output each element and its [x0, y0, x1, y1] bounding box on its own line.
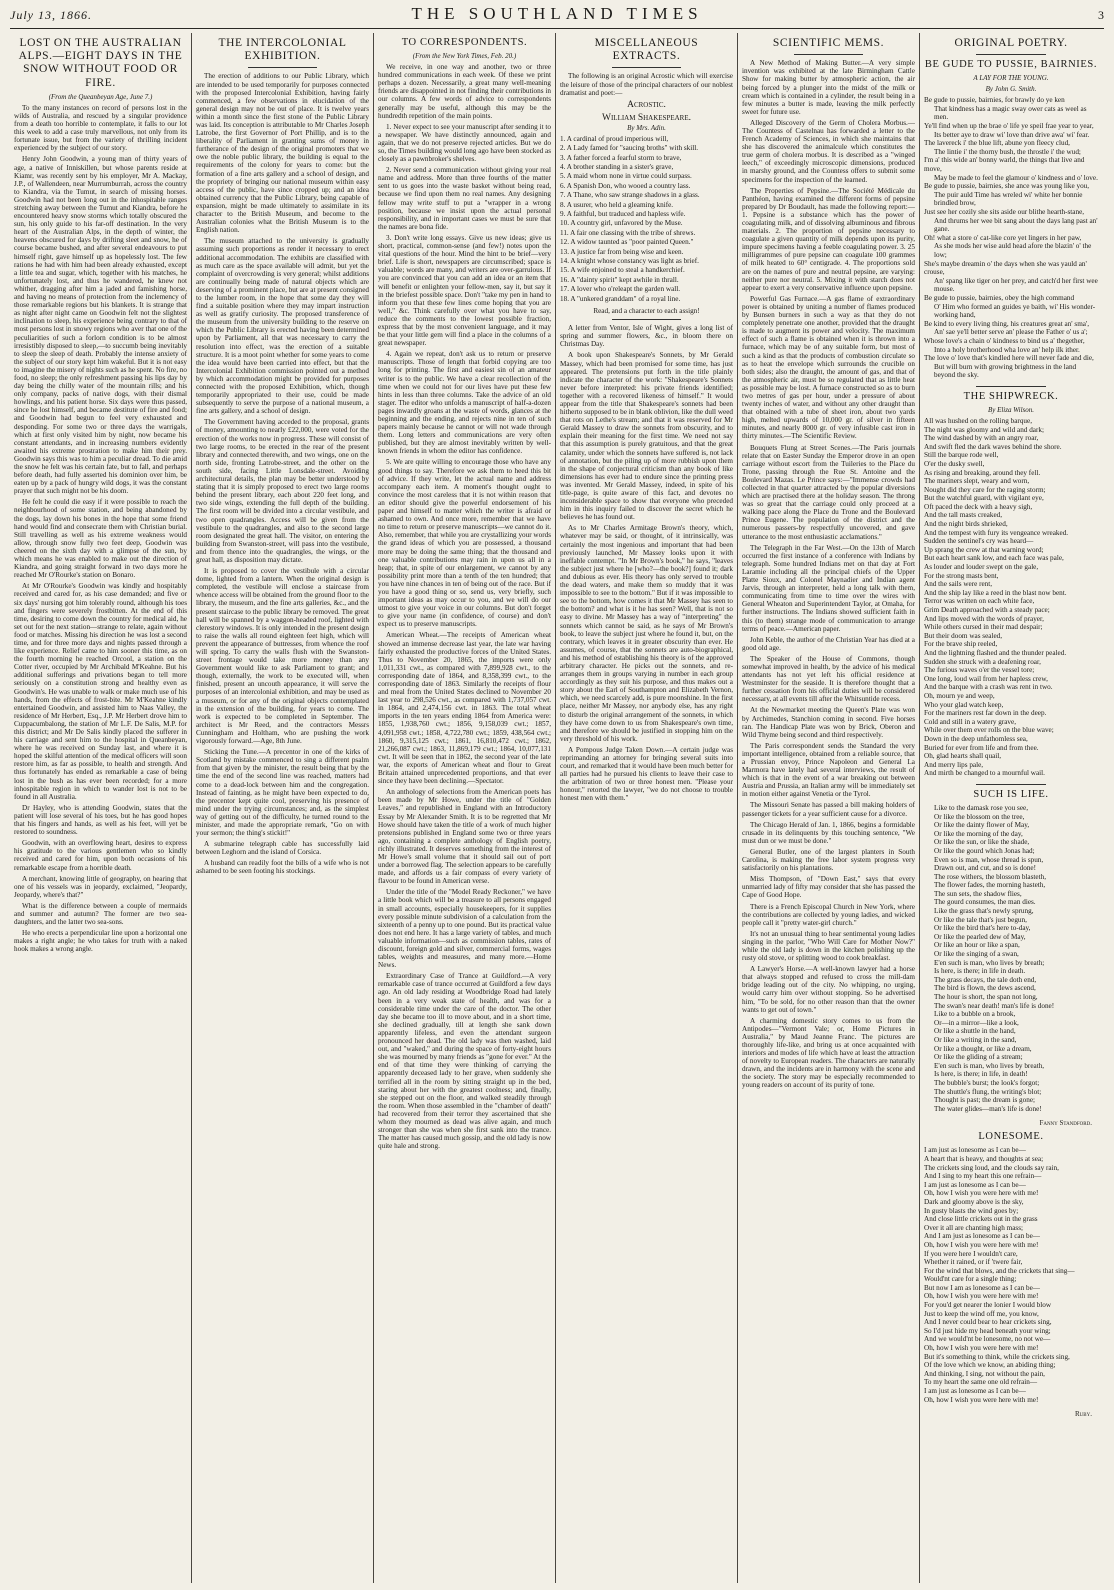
- paragraph: Under the title of the "Model Ready Reckoner," we have a little book which will be a treasure to all persons engaged in small accounts, especially housekeepers, for it supplies every possible minute subdivision of a calculation from the sixteenth of a penny up to one pound. But its practical value does not end here. It has a large variety of tables, and much valuable information—such as commission tables, rates of discount, foreign gold and silver, commercial forms, wages tables, weights and measures, and many more.—Home News.: [378, 888, 553, 970]
- paragraph: The Government having acceded to the proposal, grants of money, amounting to nearly £22,000, were voted for the erection of the works now in progress. These will consist of two large rooms, to be erected in the rear of the present library and connected therewith, and two wings, one on the north side, fronting Latrobe-street, and the other on the south side, facing Little Lonsdale-street. Avoiding architectural details, the plan may be better understood by stating that it is simply proposed to erect two large rooms behind the present library, each about 220 feet long, and two side wings, extending the full depth of the building. The first room will be divided into a circular vestibule, and two open quadrangles. Access will be given from the vestibule to the quadrangles, and also to the second large room designated the great hall. The visitor, on entering the building from Swanston-street, will pass into the vestibule, and from thence into the quadrangles, the wings, or the great hall, as disposition may dictate.: [196, 418, 371, 564]
- poem-line: And merry lips pale,: [924, 760, 984, 769]
- poem-line: One long, loud wail from her hapless crew,: [924, 674, 1048, 683]
- poem-line: The grass decays, the tale doth end,: [934, 975, 1037, 984]
- paragraph: Bouquets Flung at Street Scenes.—The Paris journals relate that on Easter Sunday the Emperor drove in an open carriage without escort from the Tuileries to the Place du Trone, passing through the Rue St. Antoine and the Boulevard Mazas. Le Prince says:—"Immense crowds had collected in that quarter attracted by the popular diversions which are practised there at the holiday season. The throng was so great that the carriage could only proceed at a walking pace along the Place du Trone and the Boulevard Prince Eugene. The population of the district and the numerous passers-by respectfully uncovered, and gave utterance to the most enthusiastic acclamations.": [742, 443, 917, 541]
- poem-line: Be gude to pussie, bairnies, obey the high command: [924, 293, 1075, 302]
- article-body: [196, 72, 369, 875]
- paragraph: The Speaker of the House of Commons, though somewhat improved in health, by the advice of his medical attendants has not yet left his official residence at Westminster for the seaside. It is therefore thought that a further cessation from his official duties will be considered necessary, at all events till after the Whitsuntide recess.: [742, 654, 917, 704]
- poem-line: Or like the bird that's here to-day,: [934, 924, 1031, 933]
- poem-line: But each heart sank low, and each face was pale,: [924, 554, 1064, 563]
- acrostic-intro: The following is an original Acrostic which will exercise the leisure of those of the principal characters of our noblest dramatist and poet:—: [560, 72, 735, 97]
- acrostic-line: 2. A Lady famed for "saucing broths" with skill.: [560, 144, 699, 153]
- poem-line: And the sails were rent,: [924, 580, 993, 589]
- poem-line: Up sprang the crew at that warning word;: [924, 545, 1044, 554]
- column-3: [374, 33, 556, 1583]
- article-headline: MISCELLANEOUS EXTRACTS.: [594, 37, 699, 63]
- divider: [612, 67, 681, 68]
- poem-line: The flower fades, the morning hasteth,: [934, 881, 1046, 890]
- poem-line: And the ship lay like a reed in the blast now bent.: [924, 588, 1067, 597]
- poem-line: Be kind to every living thing, his creatures great an' sma',: [924, 319, 1090, 328]
- poem-line: She's maybe dreamin o' the days when she was yauld an' crouse,: [924, 259, 1089, 277]
- poem-author: By John G. Smith.: [985, 85, 1037, 94]
- poem-line: I am just as lonesome as I can be—: [924, 1180, 1026, 1189]
- poem-line: For the brave ship reeled,: [924, 640, 998, 649]
- poem-line: While over them ever rolls on the blue wave;: [924, 726, 1054, 735]
- paragraph: Miss Thompson, of "Down East," says that every unmarried lady of fifty may consider that she has passed the Cape of Good Hope.: [742, 875, 917, 900]
- poem-line: The gourd consumes, the man dies.: [934, 898, 1036, 907]
- poem-title: SUCH IS LIFE.: [973, 788, 1049, 800]
- poem-line: A heart that is heavy, and thoughts at sea;: [924, 1154, 1044, 1163]
- poem-line: Terror was written on each white face,: [924, 597, 1035, 606]
- acrostic-line: 18. A "unkered granddam" of a royal line.: [560, 294, 681, 303]
- poem-line: For the wind that blows, and the crickets that sing—: [924, 1266, 1075, 1275]
- poem-lines: [924, 96, 1098, 380]
- poem-line: The bird is flown, the dews ascend,: [934, 984, 1036, 993]
- poem-line: The bubble's burst; the look's forgot;: [934, 1078, 1040, 1087]
- acrostic-line: 11. A fair one classing with the tribe of shrews.: [560, 228, 696, 237]
- acrostic-line: 13. A justice far from being wise and keen.: [560, 247, 684, 256]
- poem-line: Of the love which we know, an abiding thing;: [924, 1361, 1056, 1370]
- poem-line: O' Him who formed an guides ye baith, wi' His wonder-working hand,: [934, 302, 1096, 320]
- acrostic-author: By Mrs. Adin.: [627, 123, 666, 132]
- paragraph: A Lawyer's Horse.—A well-known lawyer had a horse that always stopped and refused to cross the mill-dam bridge leading out of the city. No whipping, no urging, would carry him over without stopping. So he advertised him, "To be sold, for no other reason than that the owner wants to get out of town.": [742, 965, 917, 1014]
- paragraph: 2. Never send a communication without giving your real name and address. More than three fourths of the matter sent to us goes into the waste basket without being read, because we find upon them no real names. Any designing fellow may write stuff to put a "wrapper in a wrong position, because we insist upon the actual personal responsibility, and in important cases we must be sure that the names are bona fide.: [378, 166, 553, 231]
- paragraph: He felt he could die easy if it were possible to reach the neighbourhood of some station, and being abandoned by the dogs, lay down his bones in the hope that some friend hand would find and consecrate them with Christian burial. Still travelling as well as his extreme weakness would allow, through snow fully two feet deep, Goodwin was cheered on the sixth day with a glimpse of the sun, by which means he was enabled to make out the direction of Kiandra, and going straight forward in two days more he reached Mr O'Rourke's station on Bonaro.: [14, 498, 189, 580]
- paragraph: It's not an unusual thing to hear sentimental young ladies singing in the parlor, "Who Will Care for Mother Now?" while the old lady is down in the kitchen polishing up the rusty old stove, or splitting wood to cook breakfast.: [742, 929, 917, 963]
- poem-line: Oh, how I wish you were here with me!: [924, 1292, 1039, 1301]
- paragraph: A husband can readily foot the bills of a wife who is not ashamed to be seen footing his stockings.: [196, 859, 371, 876]
- poem-line: The mariners slept, weary and worn,: [924, 477, 1030, 486]
- poem-line: Or like the gliding of a stream;: [934, 1053, 1023, 1062]
- paragraph: 3. Don't write long essays. Give us new ideas; give us short, practical, common-sense (and few!) notes upon the vital questions of the hour. Mind the hint to be brief—very brief. Life is short, newspapers are circumscribed; space is valuable; words are many, and writers are over-garrulous. If you are convinced that you can add an idea or an item that will benefit or enlighten your fellow-men, say it, but say it in the briefest possible space. Don't "take my pen in hand to inform you that these few lines come hoping that you are well," &c. Think carefully over what you have to say, reduce the comments to the lowest possible fraction, express that by the most convenient language, and it may be that your little gem will find a place in the columns of a great newspaper.: [378, 233, 553, 348]
- poem-line: The rose withers, the blossom blasteth,: [934, 872, 1046, 881]
- poem-line: Just see her cozily she sits aside our blithe hearth-stane,: [924, 208, 1085, 216]
- paragraph: The Telegraph in the Far West.—On the 13th of March occurred the first instance of a conference with Indians by telegraph. Some hundred Indians met on that day at Fort Laramie including all the principal chiefs of the Upper Platte Sioux, and Colonel Maynadier and Indian agent Jarvis, through an interpreter, held a long talk with them, communicating from time to time over the wires with General Wheaton and Superintendent Taylor, at Omaha, for further instructions. The Indians showed sufficient faith in this (to them) strange mode of communication to arrange terms of peace.—American paper.: [742, 543, 917, 633]
- poem-line: And lips moved with the words of prayer,: [924, 614, 1044, 623]
- column-1: [10, 33, 192, 1583]
- poem-line: And I never could bear to hear crickets sing,: [924, 1318, 1052, 1327]
- poem-line: As rising and breaking, around they fell.: [924, 468, 1041, 477]
- acrostic-line: 7. A Thane, who saw strange shadows in a glass.: [560, 191, 700, 200]
- paragraph: Extraordinary Case of Trance at Guildford.—A very remarkable case of trance occurred at Guildford a few days ago. An old lady residing at Woodbridge Road had lately been in a very weak state of health, and was for a considerable time under the care of the doctor. The other day she became too ill to move about, and in a short time, she declined gradually, till at length she sank down apparently lifeless, and even the attendant surgeon pronounced her dead. The old lady was then washed, laid out, and "waked," and during the space of forty-eight hours she was mourned by many friends as "gone for ever." At the end of that time they were thinking of carrying the apparently deceased lady to her grave, when suddenly she terrified all in the room by sitting straight up in the bed, staring about her with the greatest coolness; and, finally, she stepped out on the floor, and walked steadily through the room. When those assembled in the "chamber of death" had recovered from their terror they ascertained that she whom they mourned as dead was alive again, and much stronger than she was when she first sank into the trance. The matter has caused much gossip, and the old lady is now quite hale and strong.: [378, 972, 553, 1151]
- poem-line: The hour is short, the span not long,: [934, 993, 1038, 1001]
- poem-line: E'en such is man, who lives by breath;: [934, 958, 1045, 967]
- article-source: (From the Queanbeyan Age, June 7.): [48, 92, 153, 101]
- poem-line: And thinking, I sing, not without the pain,: [924, 1369, 1045, 1378]
- poem-line: The swan's near death! man's life is done!: [934, 1001, 1055, 1010]
- newspaper-title: THE SOUTHLAND TIMES: [411, 4, 703, 23]
- paragraph: A submarine telegraph cable has successfully laid between Leghorn and the island of Corsica.: [196, 840, 371, 857]
- paragraph: The erection of additions to our Public Library, which are intended to be used temporarily for purposes connected with the proposed Intercolonial Exhibition, having fairly commenced, a few observations in elucidation of the general design may not be out of place. It is twelve years within a month since the first stone of the Public Library was laid. Its conception is attributable to Mr Charles Joseph Latrobe, the first Governor of Port Phillip, and is to the liberality of Parliament in granting sums of money in furtherance of the design of the original promoters that we owe the noble public library, the building is equal to the requirements of the colony for years to come: but the formation of a fine arts gallery and a school of design, and the propriety of bringing our national museum within easy access of the public, have since cropped up; and an idea obtained currency that the Public Library, being capable of expansion, might be made ultimately to assimilate in its character to the British Museum, and become to the Australian colonies what the British Museum is to the English nation.: [196, 72, 371, 235]
- paragraph: We receive, in one way and another, two or three hundred communications in each week. Of these we print perhaps a dozen. Necessarily, a great many well-meaning friends are disappointed in not finding their contributions in our columns. A few words of advice to correspondents generally may be useful, although this may be the hundredth repetition of the main points.: [378, 63, 553, 120]
- poem-line: Ye'll find when up the brae o' life ye speil frae year to year,: [924, 122, 1094, 131]
- poem-subtitle: A LAY FOR THE YOUNG.: [973, 74, 1049, 83]
- paragraph: A New Method of Making Butter.—A very simple invention was exhibited at the late Birmingham Cattle Show for making butter by atmospheric action, the air being forced by a plunger into the midst of the milk or cream which is contained in a cylinder, the result being in a few minutes a butter is made, leaving the milk perfectly sweet for future use.: [742, 59, 917, 116]
- paragraph: At the Newmarket meeting the Queen's Plate was won by Archimedes, Stanchion coming in second. Five horses ran. The Handicap Plate was won by Brick, Oberon and Wild Thyme being second and third respectively.: [742, 706, 917, 739]
- poem-line: And close little crickets out in the grass: [924, 1215, 1038, 1224]
- acrostic-line: 6. A Spanish Don, who wooed a country lass.: [560, 181, 691, 190]
- poem-line: An' spang like tiger on her prey, and catch'd her first wee mouse.: [934, 276, 1100, 294]
- masthead: [10, 4, 1104, 29]
- poem-line: The sun sets, the shadow flies,: [934, 889, 1022, 898]
- poem-line: The puir auld Time has wreled wi' white her bonnie brindled brow,: [934, 190, 1085, 208]
- poem-line: Or like the sun, or like the shade,: [934, 838, 1030, 847]
- poem-line: And the tall masts creaked,: [924, 511, 1003, 520]
- paragraph: 1. Never expect to see your manuscript after sending it to a newspaper. We have distinctly announced, again and again, that we do not preserve rejected articles. But we do so, the Times building would long ago have been stocked as closely as a pawnbroker's shelves.: [378, 122, 553, 164]
- poem-line: Just to keep the wind off me, you know,: [924, 1309, 1039, 1318]
- poem-line: In gusty blasts the wind goes by;: [924, 1206, 1019, 1215]
- paragraph: The Paris correspondent sends the Standard the very important intelligence, obtained from a reliable source, that a Prussian envoy, Prince Napoleon and General La Marmora have lately had several interviews, the result of which is that in the event of a war breaking out between Austria and Prussia, an Italian army will be immediately set in motion either against Venetia or the Tyrol.: [742, 741, 917, 799]
- poem-line: But their doom was sealed,: [924, 631, 1003, 640]
- poem-line: Is here, is there; in life in death.: [934, 967, 1026, 976]
- acrostic-line: 5. A maid whom none in virtue could surpass.: [560, 172, 692, 181]
- poem-line: And I sing to my heart this one refrain—: [924, 1172, 1042, 1181]
- poem-line: Or like the dainty flower of May,: [934, 821, 1030, 830]
- issue-date: July 13, 1866.: [10, 8, 92, 22]
- divider: [976, 54, 1046, 55]
- poem-line: As she mods her wise auld head afore the blazin' o' the low;: [934, 242, 1094, 259]
- poem-line: Down in the deep unfathomless sea,: [924, 734, 1028, 743]
- poem-line: Sudden the sentinel's cry was heard—: [924, 537, 1034, 546]
- article-body: [14, 104, 187, 954]
- acrostic-title: Acrostic.: [627, 99, 666, 110]
- paragraph: 4. Again we repeat, don't ask us to return or preserve manuscripts. Those of length that forbid copying are too long for printing. The first and easiest sin of an amateur writer is to the public. We have a clear recollection of the time when we could not for our lives have put these few hints in less than three columns. Take the advice of an old stager. The editor who unfolds a manuscript of half-a-dozen pages inwardly groans at the waste of words, glances at the beginning and the ending, and rejects nine in ten of such papers mainly because he cannot or will not wade through them. Long letters and communications are very often published, but they are almost inevitably written by well-known friends in whom the editor has confidence.: [378, 350, 553, 456]
- poem-line: Be gude to pussie, bairnies, she ance was young like you,: [924, 182, 1090, 191]
- poem-line: Is here, is there; in life, in death!: [934, 1070, 1028, 1079]
- poem-line: Or like the morning of the day,: [934, 829, 1023, 838]
- poem-line: Grim Death approached with a steady pace;: [924, 606, 1050, 614]
- paragraph: At Mr O'Rourke's Goodwin was kindly and hospitably received and cared for, as his case demanded; and five or six days' nursing got him tolerably round, although his toes and fingers were severely frostbitten. At the end of this time, desiring to come down the country for medical aid, he set out for the next station—strange to relate, again without food or matches. Missing his direction he was lost a second time, and for three more days and nights passed through a like experience. Relief came to him sooner this time, as on the fourth morning he reached Orcool, a station on the Cotter river, occupied by Mr Archibald M'Keahne. But his additional sufferings and privations began to tell more seriously on a constitution strong and healthy even as Goodwin's. He was unable to walk or make much use of his hands, from the effects of frost-bite. Mr M'Keahne kindly entertained Goodwin, and assisted him to Naas Valley, the residence of Mr Herbert, Esq., J.P. Mr Herbert drove him to Cuppacumbalong, the station of Mr L.F. De Salis, M.P. for this district; and Mr De Salis kindly placed the sufferer in his carriage and sent him to the hospital in Queanbeyan, where he was received on Sunday last, and where it is hoped the skilful attention of the medical officers will soon restore him, as far as possible, to health and strength. And thus fortunately has ended as remarkable a case of being lost in the bush as has ever been recorded; for a more inhospitable region in which to wander lost is not to be found in all Australia.: [14, 582, 189, 801]
- poem-lines: [924, 804, 1098, 1113]
- poem-line: Whether it rained, or if 'twere fair,: [924, 1258, 1023, 1267]
- acrostic-line: 10. A country girl, unfavored by the Muse.: [560, 219, 683, 228]
- poem-line: Buried for ever from life and from thee.: [924, 743, 1039, 752]
- poem-line: As louder and louder swept on the gale,: [924, 563, 1039, 572]
- poem-line: Or like a shuttle in the hand,: [934, 1027, 1016, 1036]
- paragraph: A Pompous Judge Taken Down.—A certain judge was reprimanding an attorney for bringing several suits into court, and remarked that it would have been much better for all parties had he pursued his clients to leave their case to the arbitration of two or three honest men. "Please your honour," retorted the lawyer, "we do not choose to trouble honest men with them.": [560, 745, 735, 803]
- poem-line: But now I am as lonesome as I can be—: [924, 1283, 1040, 1292]
- poem-line: Oh, how I wish you were here with me!: [924, 1395, 1039, 1404]
- poem-title: THE SHIPWRECK.: [963, 390, 1059, 402]
- poem-line: Drawn out, and cut, and so is done!: [934, 864, 1037, 873]
- paragraph: 5. We are quite willing to encourage those who have any good things to say. Therefore we ask them to heed this bit of advice. If they write, let the actual name and address accompany each item. A moment's thought ought to convince the most careless that it is not within reason that an editor should give the powerful endorsement of his paper and himself to matter which the writer is afraid or ashamed to own. And once more, remember that we have no time to return or preserve manuscripts—we cannot do it. Also, remember, that while you are crystallizing your words the grand ideas of which you are possessed, a thousand more may be doing the same thing; that the thousand and one valuable contributions may rain in upon us all in a heap; that, in spite of our enlargement, we cannot by any possibility print more than a tenth of the ten hundred; that you have nine chances in ten of being out of the race. But if you have a good thing or so, send us, very briefly, such important ideas as may occur to you, and we will do our utmost to give your voice in our columns. But don't forget to give your name (in confidence, of course) and don't expect us to preserve manuscripts.: [378, 458, 553, 629]
- poem-lines: [924, 1146, 1098, 1404]
- poem-line: But will burn with growing brightness in the land beyond the sky.: [934, 362, 1078, 380]
- poem-line: Or like the gourd which Jonas had;: [934, 846, 1035, 855]
- poem-line: I am just as lonesome as I can be—: [924, 1387, 1026, 1395]
- poem-line: Still the barque rode well,: [924, 451, 999, 460]
- poem-line: I'm a' this wide an' bonny warld, the things that live and move,: [924, 156, 1087, 174]
- article-headline: THE INTERCOLONIAL EXHIBITION.: [218, 37, 347, 63]
- poem-line: All was hushed on the rolling barque,: [924, 416, 1032, 425]
- poem-line: And mirth be changed to a mournful wail.: [924, 769, 1045, 778]
- poem-line: Oh, how I wish you were here with me!: [924, 1189, 1039, 1198]
- paragraph: Powerful Gas Furnace.—A gas flame of extraordinary power is obtained by uniting a number of flames produced by Bunsen burners in such a way as that they do not completely penetrate one another, provided that the draught is made to augment its power and velocity. The maximum effect of such a flame is obtained when it is thrown into a furnace, which may be of any suitable form, but most of such a kind as that the products of combustion circulate so as to heat the envelope which surrounds the crucible on both sides; also the draught, the amount of gas, and that of the atmospheric air, must be so regulated that as little heat as possible may be lost. A furnace constructed so as to burn two metres of gas per hour, under a pressure of about twenty inches of water, and without any other draught than that obtained with a tube of sheet iron, about two yards high, melted upwards of 10,000 gr. of silver in fifteen minutes, and nearly 8000 gr. of very infusible cast iron in thirty minutes.—The Scientific Review.: [742, 294, 917, 441]
- poem-line: Like the grass that's newly sprung,: [934, 907, 1034, 916]
- poem-line: And the lightning flashed and the thunder pealed.: [924, 648, 1067, 657]
- article-headline: SCIENTIFIC MEMS.: [772, 37, 885, 49]
- poem-line: But the watchful guard, with vigilant eye,: [924, 494, 1044, 503]
- acrostic-line: 4. A brother standing in a sister's grave,: [560, 162, 674, 171]
- poem-line: For the mariners rest far down in the deep.: [924, 709, 1047, 718]
- poem-line: The lavereck i' the blue lift, abune yon fleecy clud,: [924, 139, 1070, 148]
- paragraph: To the many instances on record of persons lost in the wilds of Australia, and rescued by a singular providence from a death too horrible to contemplate, it falls to our lot this week to add a case truly marvellous, not only from its fortunate issue, but from the variety of thrilling incident experienced by the subject of our story.: [14, 103, 189, 153]
- poem-line: Oh! what a store o' cat-like core yet lingers in her paw,: [924, 233, 1082, 242]
- paragraph: He who erects a perpendicular line upon a horizontal one makes a right angle; he who takes for truth with a naked hook makes a wrong angle.: [14, 929, 189, 954]
- poem-line: Oh, mourn ye and weep,: [924, 691, 995, 700]
- poem-line: Who your glad watch keep,: [924, 700, 1004, 709]
- poem-line: E'en such is man, who lives by breath,: [934, 1061, 1045, 1070]
- poem-lines: [924, 417, 1098, 778]
- poem-line: And I am just as lonesome as I can be—: [924, 1232, 1040, 1241]
- article-source: (From the New York Times, Feb. 20.): [412, 52, 517, 61]
- acrostic-line: 9. A faithful, but traduced and hapless wife.: [560, 209, 686, 218]
- poem-line: But it's something to think, while the crickets sing,: [924, 1352, 1070, 1361]
- poem-line: To my heart the same one old refrain—: [924, 1378, 1038, 1387]
- poem-line: An' sae ye'll better serve an' please the Father o' us a';: [934, 328, 1088, 337]
- poem-line: O'er the dusky swell,: [924, 459, 985, 468]
- poem-line: Thought is past; the dream is gone;: [934, 1096, 1036, 1105]
- paragraph: A merchant, knowing little of geography, on hearing that one of his vessels was in jeopardy, exclaimed, "Jeopardy, Jeopardy, where's that?": [14, 874, 189, 899]
- poem-line: Nought did they care for the raging storm;: [924, 485, 1046, 494]
- poem-line: Into a holy brotherhood wha love an' help ilk ither.: [934, 345, 1080, 354]
- paragraph: Dr Hayley, who is attending Goodwin, states that the patient will lose several of his toes, but he has good hopes that his fingers and hands, as well as his feet, will yet be restored to soundness.: [14, 803, 189, 837]
- poem-author: Ruby.: [1075, 1410, 1092, 1419]
- poem-line: I am just as lonesome as I can be—: [924, 1146, 1026, 1155]
- paragraph: Sticking the Tune.—A precentor in one of the kirks of Scotland by mistake commenced to sing a different psalm from that given by the minister, the result being that by the time the end of the second line was reached, matters had come to a dead-lock between him and the congregation. Instead of fainting, as he might have been expected to do, the precentor kept quite cool, preserving his presence of mind under the trying circumstances; and, as the simplest way of getting out of the difficulty, he turned round to the minister, and made the appropriate remark, "Go on with your sermon; the thing's stickit!": [196, 748, 371, 838]
- poem-author: Fanny Standford.: [1039, 1119, 1092, 1128]
- poem-line: And the barque with a crash was rent in two.: [924, 683, 1053, 692]
- divider: [612, 319, 681, 320]
- poem-line: Oft paced the deck with a heavy sigh,: [924, 502, 1033, 511]
- poem-line: The night was gloomy and wild and dark;: [924, 425, 1044, 434]
- divider: [976, 784, 1046, 785]
- poem-line: Or like a writing in the sand,: [934, 1035, 1017, 1044]
- paragraph: The museum attached to the university is gradually assuming such proportions as render it necessary to erect additional accommodation. The exhibits are classified with as much care as the space available will admit, but yet the complaint of overcrowding is very general; whilst additions are continually being made of natural objects which are deserving of a prominent place, but are at present consigned to the lumber room, in the hope that some day they will find a suitable position where they may impart instruction as well as gratify curiosity. The proposed transference of the museum from the university building to the reserve on which the Public Library is erected having been determined upon by Parliament, all that was necessary to carry the resolution into effect, was the erection of a suitable structure. It is a moot point whether for some years to come the idea would have been carried into effect, but that the Intercolonial Exhibition commission pointed out a method by which accommodation might be provided for purposes connected with the proposed Exhibition, which, though temporarily appropriated to their use, could be made subsequently to serve the purpose of a national museum, a fine arts gallery, and a school of design.: [196, 237, 371, 416]
- section-headline: ORIGINAL POETRY.: [954, 37, 1068, 49]
- acrostic-line: 15. A wife enjoined to steal a handkerchief.: [560, 266, 685, 275]
- acrostic-subject: William Shakespeare.: [602, 112, 691, 123]
- poem-title: BE GUDE TO PUSSIE, BAIRNIES.: [924, 59, 1098, 71]
- acrostic-line: 16. A "dainty spirit" kept awhile in thrall.: [560, 275, 679, 284]
- paragraph: General Butler, one of the largest planters in South Carolina, is making the free labor system progress very satisfactorily on his plantations.: [742, 847, 917, 873]
- paragraph: Henry John Goodwin, a young man of thirty years of age, a native of Inniskillen, but whose parents reside at Kiamr, was recently sent by his employer, Mr A. Mackay, J.P., of Wallendeen, near Murrumburrah, across the country to Kiandra, via the Tumut, in search of missing horses. Goodwin had not been long out in the inhospitable ranges stretching away between the Tumut and Kiandra, before he encountered heavy snow storms which totally obscured the sun, his only guide to his far-off destination. In the very heart of the Australian Alps, in the depth of winter, the heavens obscured for days by drifting sleet and snow, he of course became bushed, and after several endeavours to put himself right, gave himself up as hopelessly lost. The few rations he had with him had been already exhausted, except a little tea and sugar, which, together with his matches, he unfortunately lost, and thus he wandered, he knew not whither, dragging after him a jaded and famishing horse, and having no means of protection from the inclemency of those remarkable regions but his blankets. It is strange that as night after night came on Goodwin felt not the slightest inclination to sleep, his experience being contrary to that of most persons lost in snowy regions who aver that one of the peculiarities of such a forlorn condition is to be almost irresistibly disposed to sleep,—to succumb being inevitably to sleep the sleep of death. Probably the intense anxiety of the subject of our story kept him wakeful. But it is not easy to imagine the misery of nights such as he spent. No fire, no food, no sleep; the only refreshment passing his lips day by day being the chilly water of the mountain rills; and his only company, packs of native dogs, with their dismal howlings, and his patient horse. Six days were thus passed, since he lost himself, and became destitute of fire and food; and Goodwin had begun to feel very exhausted and desponding. For some two or three days the warrigals, which at first only visited him by night, now became his constant attendants, and in increasing numbers evidently awaited his extreme prostration to make him their prey. Goodwin says this was to him a peculiar dread. To die amid the snow he felt was his certain fate, but to fall, and perhaps before death, had fully asserted his dominion over him, be eaten up by a pack of hungry wild dogs, it was the constant prayer that such might not be his doom.: [14, 155, 189, 496]
- poem-line: Sudden she struck with a deafening roar,: [924, 657, 1041, 666]
- poem-line: Cold and still in a watery grave,: [924, 717, 1017, 726]
- poem-line: May be made to feel the glamour o' kindness and o' love.: [934, 173, 1098, 182]
- poem-line: So I'd just hide my head beneath your wing;: [924, 1326, 1051, 1335]
- paragraph: A book upon Shakespeare's Sonnets, by Mr Gerald Massey, which had been promised for some time, has just appeared. The pretensions put forth in the title plainly indicate the character of the work: "Shakespeare's Sonnets never before interpreted: his private friends identified; together with a recovered likeness of himself." It would appear from the title that Shakespeare's sonnets had been hitherto supposed to be in blank oblivion, like the dull weed that rots on Lethe's stream; and that it was reserved for Mr Gerald Massey to draw the sonnets from obscurity, and to explain their meaning for the first time. We need not say that this assumption is purely gratuitous, and that the great calamity, under which the sonnets have suffered is, not lack of annotation, but the piling up of more rubbish upon them in the shape of conjectural criticism than any book of like dimensions has ever had to endure since the printing press was invented. Mr Gerald Massey, indeed, in spite of his title-page, is quite aware of this fact, and devotes no inconsiderable space to show that everyone who preceded him in this inquiry failed to discover the secret which he believes he has found out.: [560, 351, 735, 522]
- paragraph: The Chicago Herald of Jan. 1, 1866, begins a formidable crusade in its delinquents by this touching sentence, "We must dun or we must be done.": [742, 820, 917, 845]
- poem-line: The furious waves o'er the vessel tore;: [924, 666, 1035, 675]
- paragraph: An anthology of selections from the American poets has been made by Mr Howe, under the title of "Golden Leaves," and republished in England with an Introductory Essay by Mr Alexander Smith. It is to be regretted that Mr Howe should have taken the title of a work of much higher pretensions published in England some two or three years ago, containing a complete anthology of English poetry, richly illustrated. It deserves something from the interest of Mr Howe's small volume that it should sail out of port under a borrowed flag. The selection appears to be carefully made, and affords us a fair compass of every variety of flavour to be found in American verse.: [378, 788, 553, 886]
- divider: [794, 54, 863, 55]
- article-body: [742, 59, 915, 1089]
- poem-line: The shuttle's flung, the writing's blot;: [934, 1087, 1042, 1096]
- poem-line: Oh, how I wish you were here with me!: [924, 1240, 1039, 1249]
- poem-line: The water glides—man's life is done!: [934, 1104, 1042, 1113]
- poem-line: Or—in a mirror—like a look,: [934, 1018, 1019, 1027]
- poem-line: Would'nt care for a single thing;: [924, 1275, 1017, 1284]
- poem-line: While others cursed in their mad despair;: [924, 623, 1043, 632]
- poem-author: By Eliza Wilson.: [987, 405, 1035, 414]
- poem-line: Or like the pearled dew of May,: [934, 932, 1026, 941]
- acrostic-lines: [560, 135, 733, 303]
- paragraph: A charming domestic story comes to us from the Antipodes—"Vermont Vale; or, Home Pictures in Australia," by Maud Jeanne Franc. The pictures are thoroughly life-like, and bring us at once acquainted with interiors and modes of life which have at least the attraction of novelty to European readers. The characters are naturally drawn, and the incidents are in harmony with the scene and the society. The story may be especially recommended to young readers on account of its purity of tone.: [742, 1016, 917, 1090]
- poem-line: Or like the blossom on the tree,: [934, 812, 1025, 821]
- columns: [10, 33, 1104, 1583]
- poem-title: LONESOME.: [978, 1131, 1044, 1143]
- poem-line: Dark and gloomy above is the sky,: [924, 1197, 1024, 1206]
- acrostic-line: 12. A widow taunted as "poor painted Queen.": [560, 238, 694, 247]
- article-body: [560, 324, 733, 802]
- poem-line: Oh, how I wish you were here with me!: [924, 1344, 1039, 1353]
- poem-line: Or like a thought, or like a dream,: [934, 1044, 1032, 1053]
- divider: [248, 67, 317, 68]
- poem-line: For you'd get nearer the lonier I would blow: [924, 1301, 1052, 1310]
- column-6: [920, 33, 1102, 1583]
- poem-line: For the strong masts bent,: [924, 571, 999, 580]
- poem-line: Even so is man, whose thread is spun,: [934, 855, 1044, 864]
- acrostic-line: 3. A father forced a fearful storm to brave,: [560, 153, 682, 162]
- article-headline: TO CORRESPONDENTS.: [401, 37, 528, 48]
- poem-line: If you were here I wouldn't care,: [924, 1249, 1018, 1258]
- paragraph: Alleged Discovery of the Germ of Cholera Morbus.—The Countess of Castelnau has forwarded a letter to the French Academy of Sciences, in which she maintains that she has discovered the animalcule which constitutes the true germ of cholera morbus. It is described as a "winged leech," of exceedingly microscopic dimensions, produced in marshy ground, and the Countess offers to submit some specimens for the inspection of the learned.: [742, 118, 917, 184]
- paragraph: The Missouri Senate has passed a bill making holders of passenger tickets for a year sufficient cause for a divorce.: [742, 801, 917, 818]
- poem-line: And swift fled the dark waves behind the shore.: [924, 442, 1062, 451]
- article-body: [378, 63, 551, 1150]
- paragraph: The Properties of Pepsine.—The Société Médicale du Panthéon, having examined the different forms of pepsine prepared by Dr Boudault, has made the following report:—1. Pepsine is a substance which has the power of coagulating milk, and of dissolving albuminous and fibrous materials. 2. The proportion of pepsine necessary to coagulate a given quantity of milk depends upon its purity, impure specimens having a feeble coagulating power. 3. 25 milligrammes of pure pepsine can coagulate 100 grammes of milk heated to 60° centigrade. 4. The proportions sold are on the names of pure and neutral pepsine, are varying: neither pure nor neutral. 5. Mixing it with starch does not appear to exert a very conservative influence upon pepsine.: [742, 186, 917, 292]
- column-4: [556, 33, 738, 1583]
- poem-line: Its better aye to draw wi' love than drive awa' wi' fear.: [934, 130, 1090, 139]
- poem-line: And we would'nt be lonesome, no not we—: [924, 1335, 1051, 1344]
- column-5: [738, 33, 920, 1583]
- poem-line: That kindness has a magic sway ower cats as weel as men.: [934, 104, 1089, 122]
- poem-line: And the night birds shrieked,: [924, 520, 1008, 529]
- acrostic-line: 1. A cardinal of proud imperious will,: [560, 134, 669, 143]
- poem-line: The love o' love that's kindled here will never fade and die,: [924, 354, 1094, 363]
- paragraph: American Wheat.—The receipts of American wheat showed an immense decrease last year, the late war having fairly exhausted the productive forces of the United States. Thus to November 20, 1865, the imports were only 1,011,331 cwt., as compared with 7,899,928 cwt., to the corresponding date of 1864, and 8,358,399 cwt., to the corresponding date of 1863. Similarly the receipts of flour and meal from the United States declined to November 20 last year to 298,526 cwt., as compared with 1,737,057 cwt. in 1864, and 2,474,156 cwt. in 1863. The total wheat imports in the ten years ending 1864 from America were: 1855, 1,938,760 cwt.; 1856, 9,158,039 cwt.; 1857, 4,091,958 cwt.; 1858, 4,722,780 cwt.; 1859, 438,564 cwt.; 1860, 9,315,125 cwt.; 1861, 16,810,472 cwt.; 1862, 21,266,087 cwt.; 1863, 11,869,179 cwt.; 1864, 10,077,131 cwt. It will be seen that in 1862, the second year of the late war, the exports of American wheat and flour to Great Britain attained unprecedented proportions, and that ever since they have been declining.—Spectator.: [378, 631, 553, 786]
- paragraph: As to Mr Charles Armitage Brown's theory, which, whatever may be said, or thought, of it intrinsically, was certainly the most ingenious and important that had been previously launched, Mr Massey looks upon it with ineffable contempt. "In Mr Brown's book," he says, "leaves the subject just where he [who?—the book?] found it; dark and dubious as ever. His theory has only served to trouble the dead waters, and make them so muddy that it was impossible to see to the bottom." But if it was impossible to see to the bottom, how comes it that Mr Massey has seen to the bottom? and what is it he has seen? Well, that is not so easy to divine. Mr Massey has a way of "interpreting" the sonnets which cannot be said, as he says of Mr Brown's book, to leave the subject just where he found it, but, on the contrary, which leaves it in greater obscurity than ever. He assumes, of course, that the sonnets are auto-biographical, and his method of establishing his theory is of the approved arbitrary character. He picks out the sonnets, and re-arranges them in groups varying in number in each group accordingly as they suit his purpose, and thus makes out a story about the Earl of Southampton and Elizabeth Vernon, which, we need scarcely add, is pure moonshine. In the first place, neither Mr Massey, nor anybody else, has any right to disturb the original arrangement of the sonnets, in which they have come down to us from Shakespeare's own time, and therefore we should be justified in stopping him on the very threshold of his work.: [560, 524, 735, 743]
- acrostic-line: 14. A knight whose constancy was light as brief.: [560, 257, 699, 265]
- poem-line: Oh, glad hearts shall quail,: [924, 752, 1002, 761]
- acrostic-line: 8. A usurer, who held a gleaming knife.: [560, 200, 674, 209]
- paragraph: John Keble, the author of the Christian Year has died at a good old age.: [742, 635, 917, 652]
- poem-line: Like to the damask rose you see,: [934, 803, 1029, 812]
- poem-line: And thrums her wee bit sang about the days lang past an' gane.: [934, 216, 1100, 234]
- poem-line: Be gude to pussie, bairnies, for brawly do ye ken: [924, 96, 1065, 105]
- paragraph: What is the difference between a couple of mermaids and summer and autumn? The former are two sea-daughters, and the latter two sea-sons.: [14, 901, 189, 927]
- poem-line: Or like the tale that's just begun,: [934, 915, 1027, 924]
- poem-line: The wind dashed by with an angry roar,: [924, 434, 1039, 443]
- poem-line: The crickets sing loud, and the clouds say rain,: [924, 1163, 1059, 1172]
- paragraph: Goodwin, with an overflowing heart, desires to express his gratitude to the various gentlemen who so kindly received and cared for him, upon both occasions of his remarkable escape from a horrible death.: [14, 839, 189, 872]
- column-2: [192, 33, 374, 1583]
- page-number: 3: [1098, 8, 1104, 22]
- poem-line: Or like an hour or like a span,: [934, 941, 1020, 950]
- poem-line: Or like the singing of a swan,: [934, 950, 1019, 959]
- divider: [976, 386, 1046, 387]
- poem-line: And the tempest with fury its vengeance wreaked.: [924, 528, 1069, 537]
- poem-line: Over it all are chanting high mass;: [924, 1223, 1024, 1232]
- poem-line: The lintie i' the thorny bush, the throstle i' the wud;: [934, 147, 1081, 156]
- paragraph: A letter from Ventor, Isle of Wight, gives a long list of spring and summer flowers, &c., in bloom there on Christmas Day.: [560, 324, 735, 349]
- paragraph: It is proposed to cover the vestibule with a circular dome, lighted from a lantern. When the original design is completed, the vestibule will enclose a staircase from whence access will be obtained from the ground floor to the library, the museum, and the fine arts galleries, &c., and the present staircase to the public library be removed. The great hall will be spanned by a waggon-headed roof, lighted with clerestory windows. It is only intended in the present design to raise the walls all round eighteen feet high, which will prevent the appearance of buttresses, from whence the roof will spring. To carry the walls flush with the Swanston-street frontage would take more money than any Government would like to ask Parliament to grant; and though, externally, the work to be executed will, when finished, present an uncouth appearance, it will serve the purposes of an intercolonial exhibition, and may be used as a museum, or for any of the original objects contemplated in the extension of the building, for years to come. The work is expected to be completed in September. The architect is Mr Reed, and the contractors Messrs Cunningham and Holtham, who are pushing the work vigorously forward.—Age, 8th June.: [196, 567, 371, 746]
- acrostic-line: 17. A lover who o'releapt the garden wall.: [560, 285, 681, 294]
- acrostic-close: Read, and a character to each assign!: [593, 307, 700, 316]
- poem-line: Like to a bubble on a brook,: [934, 1010, 1016, 1019]
- poem-line: Whose love's a chain o' kindness to bind us a' thegether,: [924, 336, 1085, 345]
- paragraph: There is a French Episcopal Church in New York, where the contributions are collected by young ladies, and wicked people call it "pretty water-girl church.": [742, 902, 917, 927]
- article-headline: LOST ON THE AUSTRALIAN ALPS.—EIGHT DAYS IN THE SNOW WITHOUT FOOD OR FIRE.: [18, 37, 183, 89]
